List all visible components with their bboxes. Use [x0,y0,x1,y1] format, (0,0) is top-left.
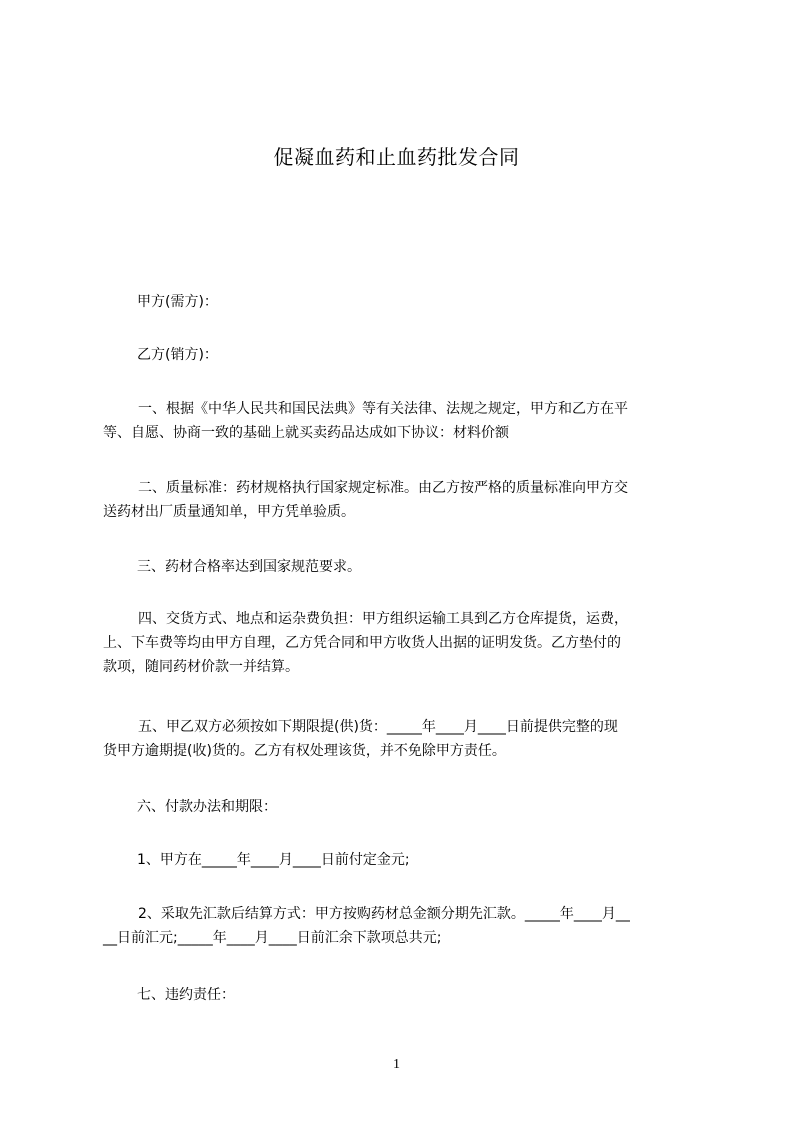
clause-4 [103,607,700,679]
clause-4-line-3: 款项，随同药材价款一并结算。 [103,659,299,675]
clause-6-item-1: 1、甲方在_____年____月____日前付定金元; [137,852,410,868]
clause-6: 六、付款办法和期限： [137,799,277,815]
clause-7: 七、违约责任： [137,987,235,1003]
clause-5-line-1: 五、甲乙双方必须按如下期限提(供)货：_____年____月____日前提供完整的现 [138,719,618,735]
clause-1 [103,397,700,445]
clause-5 [103,715,700,763]
document-title: 促凝血药和止血药批发合同 [273,145,520,169]
clause-4-line-2: 上、下车费等均由甲方自理，乙方凭合同和甲方收货人出据的证明发货。乙方垫付的 [103,635,621,651]
clause-1-line-1: 一、根据《中华人民共和国民法典》等有关法律、法规之规定，甲方和乙方在平 [138,401,628,417]
clause-2 [103,476,700,524]
clause-5-line-2: 货甲方逾期提(收)货的。乙方有权处理该货，并不免除甲方责任。 [103,743,506,759]
party-b-label: 乙方(销方)： [137,347,218,363]
clause-2-line-1: 二、质量标准：药材规格执行国家规定标准。由乙方按严格的质量标准向甲方交 [138,480,628,496]
clause-2-line-2: 送药材出厂质量通知单，甲方凭单验质。 [103,504,355,520]
clause-6-item-2 [103,902,700,950]
clause-6-item-2-line-2: __日前汇元;_____年____月____日前汇余下款项总共元; [103,930,442,946]
page-number: 1 [393,1057,400,1072]
clause-3: 三、药材合格率达到国家规范要求。 [137,559,361,575]
clause-4-line-1: 四、交货方式、地点和运杂费负担：甲方组织运输工具到乙方仓库提货，运费， [138,611,628,627]
party-a-label: 甲方(需方)： [137,294,218,310]
clause-6-item-2-line-1: 2、采取先汇款后结算方式：甲方按购药材总金额分期先汇款。_____年____月__ [138,906,630,922]
clause-1-line-2: 等、自愿、协商一致的基础上就买卖药品达成如下协议：材料价额 [103,425,509,441]
